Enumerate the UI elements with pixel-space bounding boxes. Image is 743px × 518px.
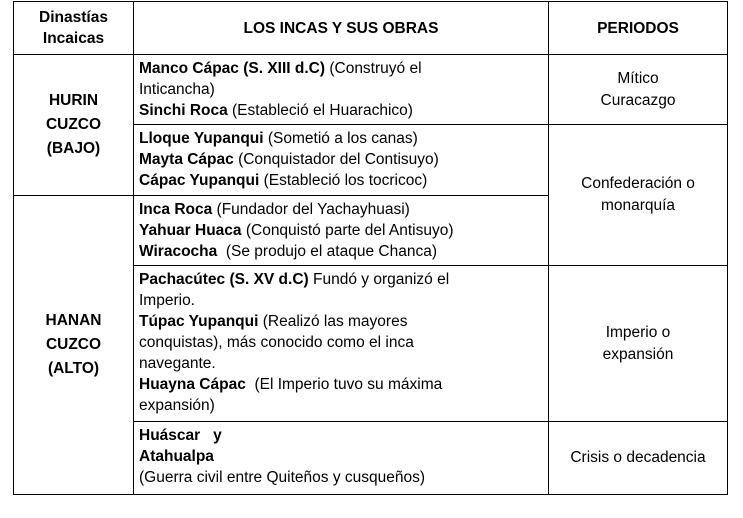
header-periods: PERIODOS xyxy=(549,2,728,55)
inca-name: Manco Cápac (S. XIII d.C) xyxy=(139,60,326,77)
inca-desc: (El Imperio tuvo su máxima xyxy=(245,376,443,393)
inca-entry xyxy=(139,170,544,191)
inca-name: Lloque Yupanqui xyxy=(139,130,264,147)
inca-entry xyxy=(139,58,544,79)
inca-desc-cont: expansión) xyxy=(139,397,215,414)
inca-group-1 xyxy=(134,55,549,125)
inca-name: Mayta Cápac xyxy=(139,151,234,168)
inca-group-3 xyxy=(134,196,549,266)
inca-desc: Fundó y organizó el xyxy=(308,271,450,288)
period-mitico xyxy=(549,55,728,125)
header-dynasties-line1: Dinastías xyxy=(39,9,108,26)
inca-name: Atahualpa xyxy=(139,448,214,465)
inca-desc: (Conquistó parte del Antisuyo) xyxy=(241,222,454,239)
inca-entry xyxy=(139,311,544,332)
inca-entry xyxy=(139,149,544,170)
dynasty-hanan xyxy=(14,196,134,495)
inca-name: Huayna Cápac xyxy=(139,376,246,393)
period-crisis xyxy=(549,422,728,495)
inca-desc: (Sometió a los canas) xyxy=(263,130,418,147)
period-line: Curacazgo xyxy=(600,91,676,109)
inca-entry xyxy=(139,100,544,121)
period-line: Confederación o xyxy=(581,175,695,192)
inca-entry xyxy=(139,220,544,241)
dynasty-line: CUZCO xyxy=(45,116,102,133)
header-row xyxy=(14,2,728,55)
inca-name: Inca Roca xyxy=(139,201,213,218)
inca-name: Cápac Yupanqui xyxy=(139,172,260,189)
inca-entry xyxy=(139,241,544,262)
period-confederacion xyxy=(549,125,728,266)
inca-name: Sinchi Roca xyxy=(139,102,228,119)
period-line: monarquía xyxy=(600,197,676,214)
dynasty-line: (ALTO) xyxy=(47,360,100,377)
period-line: expansión xyxy=(602,345,674,363)
inca-group-4 xyxy=(134,266,549,422)
inca-entry xyxy=(139,269,544,290)
period-line: Mítico xyxy=(617,69,659,87)
table-row xyxy=(14,55,728,125)
dynasty-line: HURIN xyxy=(48,92,99,109)
inca-name: Wiracocha xyxy=(139,243,218,260)
inca-desc: (Se produjo el ataque Chanca) xyxy=(217,243,437,260)
period-line: Imperio o xyxy=(605,323,671,341)
inca-desc-cont: conquistas), más conocido como el inca xyxy=(139,334,414,351)
header-dynasties xyxy=(14,2,134,55)
dynasty-hurin xyxy=(14,55,134,196)
incas-table xyxy=(13,1,728,495)
inca-name: Yahuar Huaca xyxy=(139,222,242,239)
period-line: Crisis o decadencia xyxy=(570,449,706,466)
header-incas: LOS INCAS Y SUS OBRAS xyxy=(134,2,549,55)
inca-desc: (Estableció el Huarachico) xyxy=(227,102,413,119)
period-imperio xyxy=(549,266,728,422)
inca-name: Huáscar y xyxy=(139,427,222,444)
dynasty-line: CUZCO xyxy=(45,336,102,353)
inca-desc: (Guerra civil entre Quiteños y cusqueños) xyxy=(139,469,426,486)
dynasty-line: (BAJO) xyxy=(46,140,101,157)
inca-desc: (Conquistador del Contisuyo) xyxy=(233,151,439,168)
inca-desc: (Fundador del Yachayhuasi) xyxy=(212,201,410,218)
inca-group-2 xyxy=(134,125,549,196)
inca-group-5 xyxy=(134,422,549,495)
inca-name: Túpac Yupanqui xyxy=(139,313,259,330)
inca-entry xyxy=(139,199,544,220)
inca-desc-cont: Inticancha) xyxy=(139,81,215,98)
inca-desc: (Estableció los tocricoc) xyxy=(259,172,428,189)
inca-desc: (Construyó el xyxy=(325,60,422,77)
dynasty-line: HANAN xyxy=(45,312,102,329)
inca-desc: (Realizó las mayores xyxy=(258,313,408,330)
header-dynasties-line2: Incaicas xyxy=(42,30,105,47)
inca-entry xyxy=(139,374,544,395)
inca-desc-cont: Imperio. xyxy=(139,292,195,309)
inca-name: Pachacútec (S. XV d.C) xyxy=(139,271,309,288)
inca-entry xyxy=(139,128,544,149)
inca-desc-cont: navegante. xyxy=(139,355,216,372)
